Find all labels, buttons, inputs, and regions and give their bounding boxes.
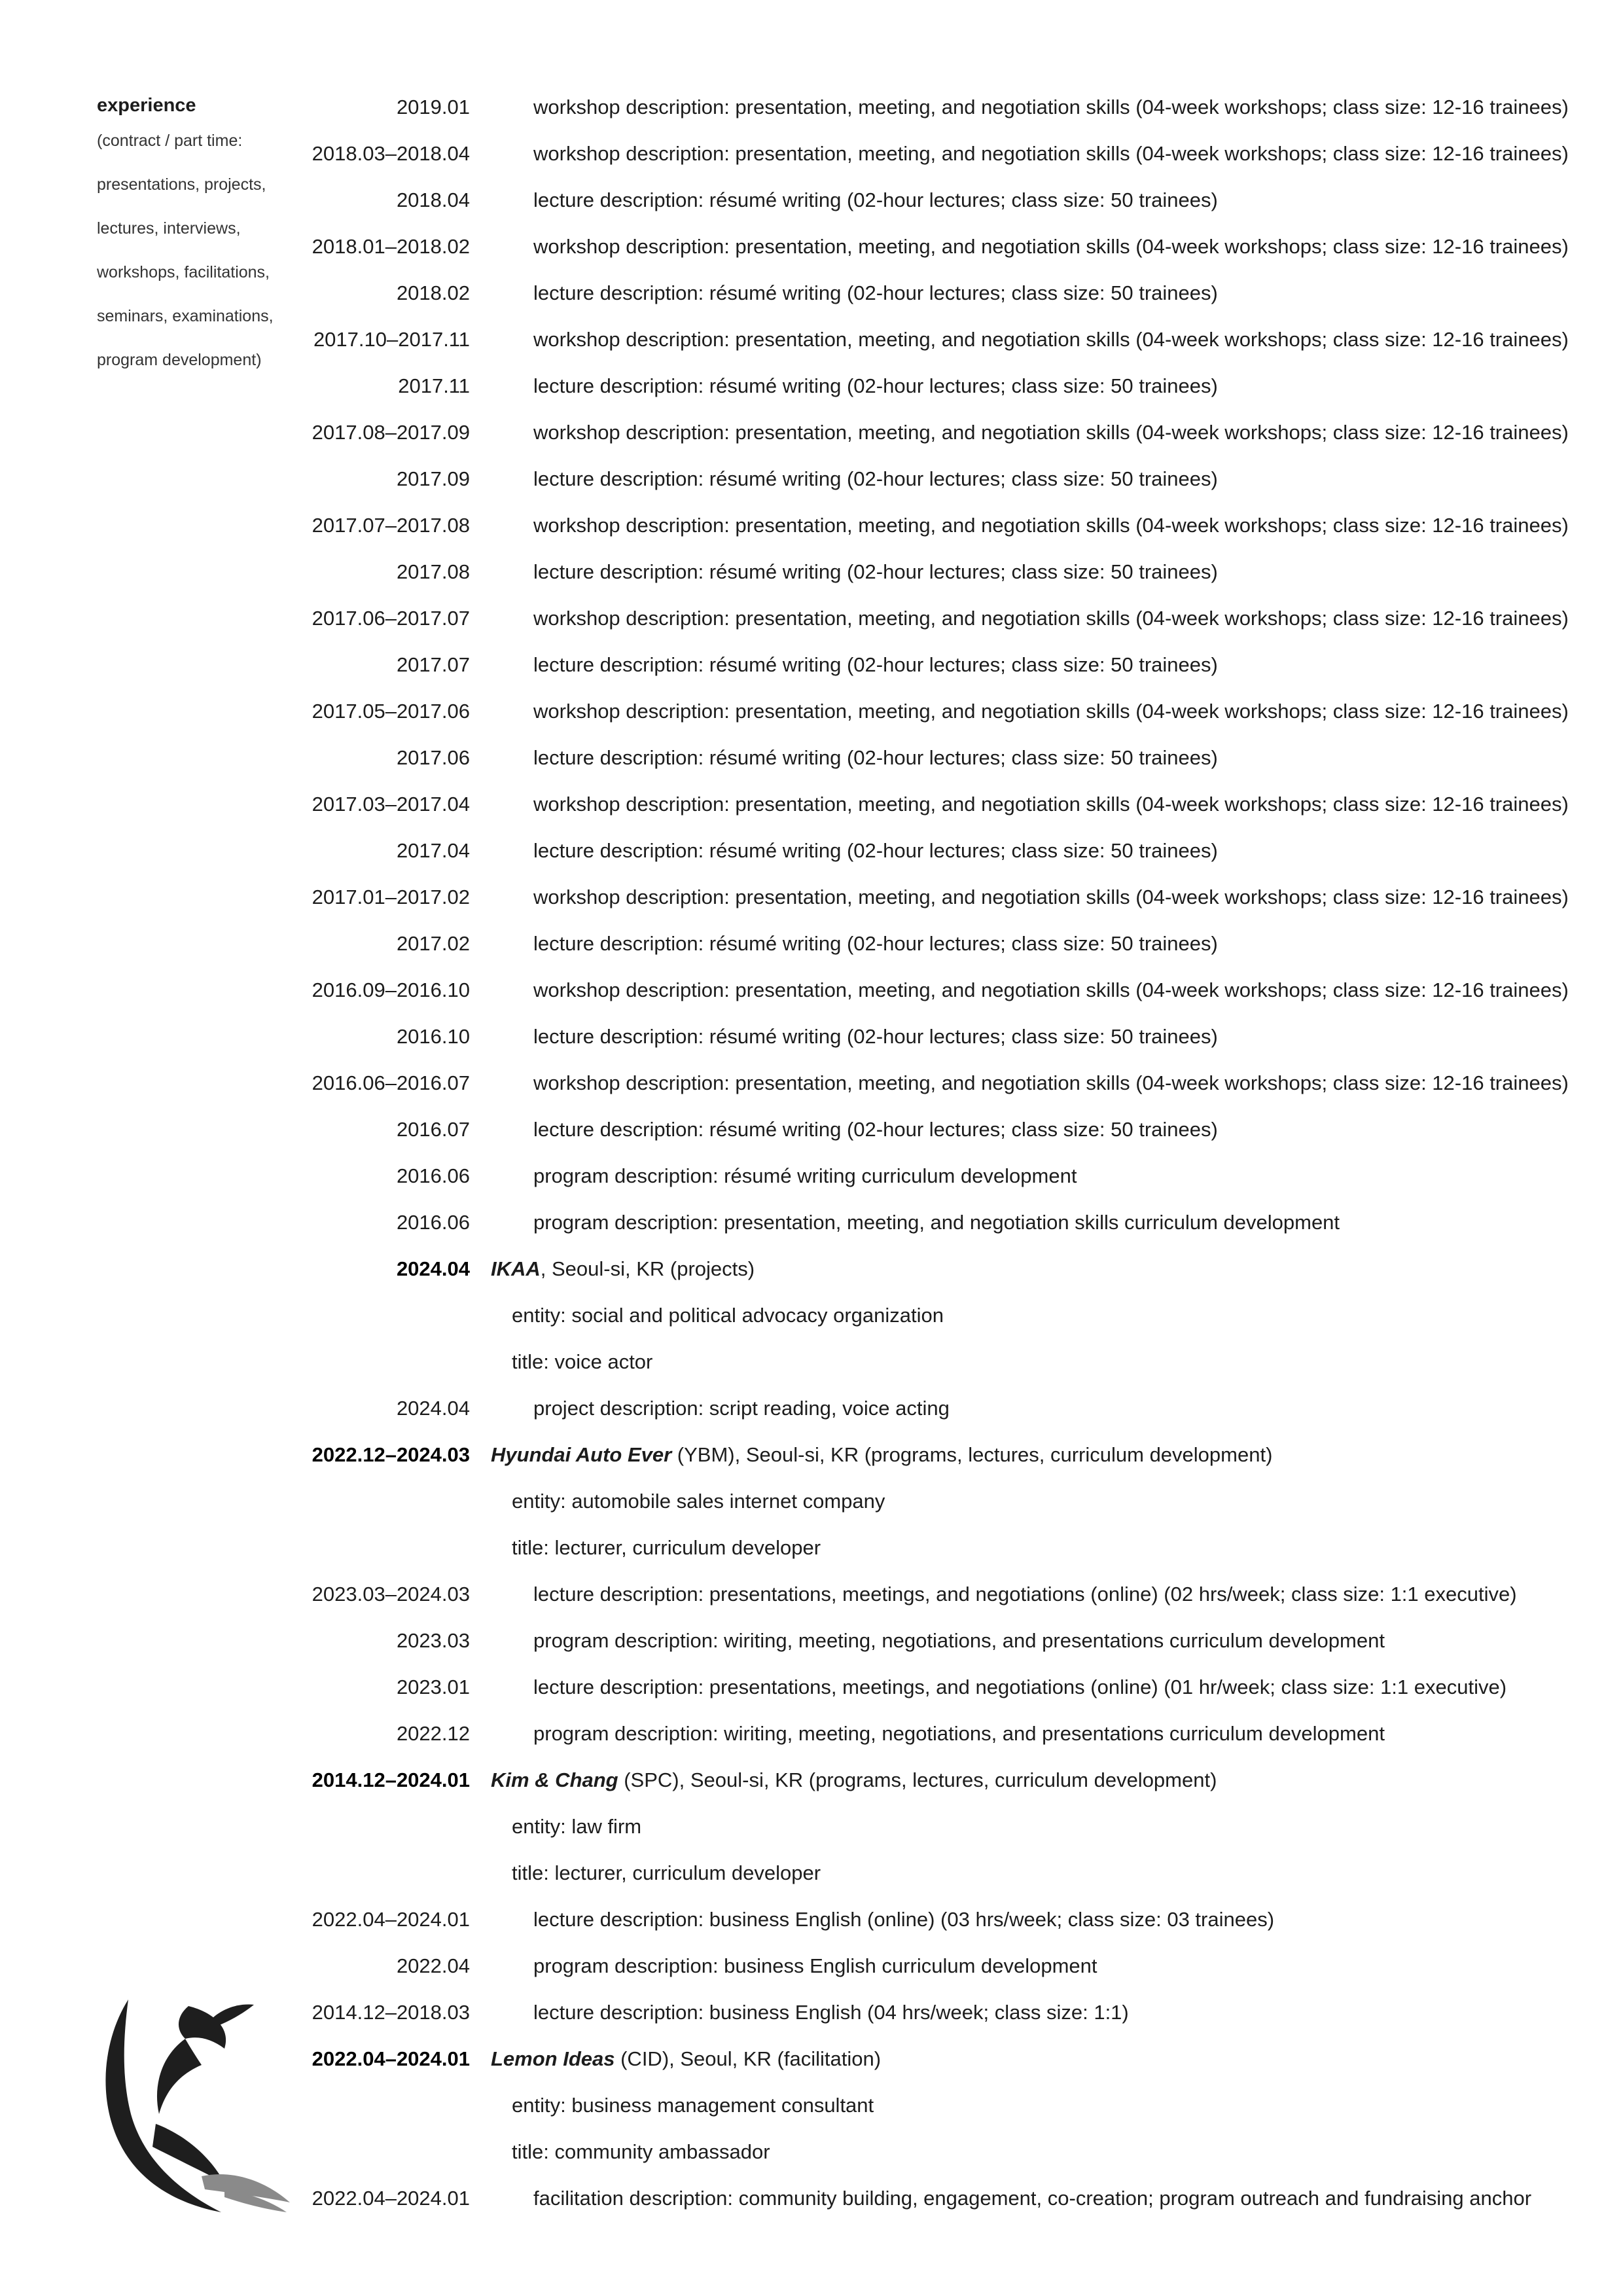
experience-row xyxy=(0,1571,1623,1617)
experience-row xyxy=(0,1664,1623,1710)
experience-row xyxy=(0,1850,1623,1896)
section-note-line: presentations, projects, xyxy=(97,175,266,194)
entry-date: 2017.08–2017.09 xyxy=(312,421,470,444)
entry-description: lecture description: résumé writing (02-hour lectures; class size: 50 trainees) xyxy=(533,932,1218,955)
experience-row xyxy=(0,688,1623,734)
entry-description: entity: social and political advocacy organization xyxy=(512,1304,944,1327)
entry-description: entity: business management consultant xyxy=(512,2094,874,2117)
experience-row xyxy=(0,548,1623,595)
entry-description: lecture description: résumé writing (02-hour lectures; class size: 50 trainees) xyxy=(533,653,1218,676)
entry-date: 2024.04 xyxy=(396,1257,470,1280)
entry-date: 2022.04–2024.01 xyxy=(312,1908,470,1931)
employer-line xyxy=(491,1246,755,1292)
entry-description: program description: business English curriculum development xyxy=(533,1954,1097,1977)
entry-description: workshop description: presentation, meeting, and negotiation skills (04-week workshops; class size: 12-16 trainees) xyxy=(533,700,1569,723)
entry-description: workshop description: presentation, meeting, and negotiation skills (04-week workshops; class size: 12-16 trainees) xyxy=(533,328,1569,351)
entry-date: 2024.04 xyxy=(396,1397,470,1420)
experience-row xyxy=(0,1060,1623,1106)
experience-row xyxy=(0,1338,1623,1385)
experience-row xyxy=(0,1478,1623,1524)
experience-row xyxy=(0,1106,1623,1153)
experience-row xyxy=(0,781,1623,827)
employer-line xyxy=(491,1757,1217,1803)
entry-date: 2017.06–2017.07 xyxy=(312,607,470,630)
section-heading: experience xyxy=(97,95,196,116)
employer-name: Kim & Chang xyxy=(491,1768,618,1791)
entry-date: 2017.05–2017.06 xyxy=(312,700,470,723)
experience-row xyxy=(0,456,1623,502)
entry-date: 2014.12–2018.03 xyxy=(312,2001,470,2024)
employer-row xyxy=(0,1246,1623,1292)
entry-description: workshop description: presentation, meeting, and negotiation skills (04-week workshops; class size: 12-16 trainees) xyxy=(533,421,1569,444)
entry-date: 2017.07 xyxy=(396,653,470,676)
entry-date: 2016.06 xyxy=(396,1211,470,1234)
employer-line xyxy=(491,1431,1272,1478)
entry-date: 2017.09 xyxy=(396,467,470,490)
experience-row xyxy=(0,1524,1623,1571)
entry-date: 2016.06 xyxy=(396,1164,470,1187)
entry-description: entity: automobile sales internet company xyxy=(512,1490,885,1513)
employer-details: (YBM), Seoul-si, KR (programs, lectures, curriculum development) xyxy=(671,1443,1273,1466)
employer-details: (CID), Seoul, KR (facilitation) xyxy=(615,2047,882,2070)
entry-date: 2023.01 xyxy=(396,1676,470,1698)
experience-row xyxy=(0,1943,1623,1989)
entry-description: lecture description: business English (online) (03 hrs/week; class size: 03 trainees) xyxy=(533,1908,1275,1931)
experience-list xyxy=(0,84,1623,2221)
entry-date: 2014.12–2024.01 xyxy=(312,1768,470,1791)
entry-description: lecture description: résumé writing (02-hour lectures; class size: 50 trainees) xyxy=(533,467,1218,490)
experience-row xyxy=(0,1292,1623,1338)
entry-date: 2018.04 xyxy=(396,188,470,211)
entry-description: workshop description: presentation, meeting, and negotiation skills (04-week workshops; class size: 12-16 trainees) xyxy=(533,514,1569,537)
entry-date: 2017.02 xyxy=(396,932,470,955)
entry-date: 2016.06–2016.07 xyxy=(312,1071,470,1094)
section-note-line: workshops, facilitations, xyxy=(97,263,270,281)
entry-date: 2017.10–2017.11 xyxy=(313,328,470,351)
entry-description: lecture description: résumé writing (02-hour lectures; class size: 50 trainees) xyxy=(533,281,1218,304)
entry-description: workshop description: presentation, meeting, and negotiation skills (04-week workshops; class size: 12-16 trainees) xyxy=(533,607,1569,630)
employer-line xyxy=(491,2036,881,2082)
entry-date: 2017.08 xyxy=(396,560,470,583)
entry-description: workshop description: presentation, meeting, and negotiation skills (04-week workshops; class size: 12-16 trainees) xyxy=(533,1071,1569,1094)
section-note-line: (contract / part time: xyxy=(97,132,243,150)
entry-description: program description: presentation, meeting, and negotiation skills curriculum development xyxy=(533,1211,1340,1234)
experience-row xyxy=(0,1199,1623,1246)
entry-description: workshop description: presentation, meeting, and negotiation skills (04-week workshops; class size: 12-16 trainees) xyxy=(533,978,1569,1001)
entry-date: 2022.12 xyxy=(396,1722,470,1745)
entry-description: title: lecturer, curriculum developer xyxy=(512,1536,821,1559)
entry-description: workshop description: presentation, meeting, and negotiation skills (04-week workshops; class size: 12-16 trainees) xyxy=(533,793,1569,816)
entry-date: 2022.12–2024.03 xyxy=(312,1443,470,1466)
entry-date: 2019.01 xyxy=(396,96,470,118)
entry-description: workshop description: presentation, meeting, and negotiation skills (04-week workshops; class size: 12-16 trainees) xyxy=(533,886,1569,908)
experience-row xyxy=(0,316,1623,363)
experience-row xyxy=(0,1896,1623,1943)
entry-description: lecture description: résumé writing (02-hour lectures; class size: 50 trainees) xyxy=(533,560,1218,583)
employer-name: Hyundai Auto Ever xyxy=(491,1443,672,1466)
entry-date: 2018.01–2018.02 xyxy=(312,235,470,258)
entry-description: program description: wiriting, meeting, negotiations, and presentations curriculum development xyxy=(533,1722,1385,1745)
entry-description: title: voice actor xyxy=(512,1350,653,1373)
employer-row xyxy=(0,1757,1623,1803)
entry-description: entity: law firm xyxy=(512,1815,642,1838)
entry-date: 2017.04 xyxy=(396,839,470,862)
experience-row xyxy=(0,874,1623,920)
entry-date: 2017.07–2017.08 xyxy=(312,514,470,537)
experience-row xyxy=(0,1803,1623,1850)
entry-date: 2022.04 xyxy=(396,1954,470,1977)
experience-row xyxy=(0,409,1623,456)
entry-date: 2017.03–2017.04 xyxy=(312,793,470,816)
experience-row xyxy=(0,1617,1623,1664)
entry-description: workshop description: presentation, meeting, and negotiation skills (04-week workshops; class size: 12-16 trainees) xyxy=(533,96,1569,118)
employer-details: (SPC), Seoul-si, KR (programs, lectures, curriculum development) xyxy=(618,1768,1217,1791)
entry-date: 2016.07 xyxy=(396,1118,470,1141)
experience-row xyxy=(0,920,1623,967)
entry-date: 2017.01–2017.02 xyxy=(312,886,470,908)
entry-description: lecture description: résumé writing (02-hour lectures; class size: 50 trainees) xyxy=(533,746,1218,769)
experience-row xyxy=(0,1153,1623,1199)
employer-name: IKAA xyxy=(491,1257,541,1280)
section-note-line: seminars, examinations, xyxy=(97,307,274,325)
butterfly-ornament-icon xyxy=(90,1993,306,2215)
employer-row xyxy=(0,1431,1623,1478)
experience-row xyxy=(0,363,1623,409)
experience-row xyxy=(0,1710,1623,1757)
section-note-line: lectures, interviews, xyxy=(97,219,241,238)
entry-description: title: community ambassador xyxy=(512,2140,770,2163)
entry-date: 2018.02 xyxy=(396,281,470,304)
entry-description: lecture description: presentations, meetings, and negotiations (online) (02 hrs/week; class size: 1:1 executive) xyxy=(533,1583,1517,1605)
experience-row xyxy=(0,595,1623,641)
experience-row xyxy=(0,1013,1623,1060)
entry-description: program description: résumé writing curriculum development xyxy=(533,1164,1077,1187)
entry-description: lecture description: business English (04 hrs/week; class size: 1:1) xyxy=(533,2001,1129,2024)
entry-description: lecture description: résumé writing (02-hour lectures; class size: 50 trainees) xyxy=(533,1118,1218,1141)
entry-date: 2023.03–2024.03 xyxy=(312,1583,470,1605)
entry-date: 2023.03 xyxy=(396,1629,470,1652)
entry-description: title: lecturer, curriculum developer xyxy=(512,1861,821,1884)
entry-date: 2022.04–2024.01 xyxy=(312,2047,470,2070)
entry-description: lecture description: résumé writing (02-hour lectures; class size: 50 trainees) xyxy=(533,188,1218,211)
entry-date: 2017.06 xyxy=(396,746,470,769)
experience-row xyxy=(0,641,1623,688)
entry-description: workshop description: presentation, meeting, and negotiation skills (04-week workshops; class size: 12-16 trainees) xyxy=(533,235,1569,258)
experience-row xyxy=(0,734,1623,781)
entry-description: lecture description: résumé writing (02-hour lectures; class size: 50 trainees) xyxy=(533,839,1218,862)
entry-date: 2016.10 xyxy=(396,1025,470,1048)
entry-date: 2017.11 xyxy=(398,374,470,397)
employer-name: Lemon Ideas xyxy=(491,2047,615,2070)
entry-description: project description: script reading, voice acting xyxy=(533,1397,950,1420)
entry-description: lecture description: résumé writing (02-hour lectures; class size: 50 trainees) xyxy=(533,1025,1218,1048)
section-note-line: program development) xyxy=(97,351,262,369)
entry-description: lecture description: presentations, meetings, and negotiations (online) (01 hr/week; class size: 1:1 executive) xyxy=(533,1676,1507,1698)
experience-row xyxy=(0,967,1623,1013)
entry-description: lecture description: résumé writing (02-hour lectures; class size: 50 trainees) xyxy=(533,374,1218,397)
entry-description: program description: wiriting, meeting, negotiations, and presentations curriculum development xyxy=(533,1629,1385,1652)
experience-row xyxy=(0,827,1623,874)
entry-description: workshop description: presentation, meeting, and negotiation skills (04-week workshops; class size: 12-16 trainees) xyxy=(533,142,1569,165)
experience-row xyxy=(0,270,1623,316)
experience-row xyxy=(0,84,1623,130)
experience-row xyxy=(0,1385,1623,1431)
experience-row xyxy=(0,502,1623,548)
entry-date: 2022.04–2024.01 xyxy=(312,2187,470,2210)
employer-details: , Seoul-si, KR (projects) xyxy=(540,1257,755,1280)
entry-date: 2016.09–2016.10 xyxy=(312,978,470,1001)
entry-date: 2018.03–2018.04 xyxy=(312,142,470,165)
experience-row xyxy=(0,223,1623,270)
entry-description: facilitation description: community building, engagement, co-creation; program outreach and fundraising anchor xyxy=(533,2187,1532,2210)
experience-row xyxy=(0,130,1623,177)
experience-row xyxy=(0,177,1623,223)
